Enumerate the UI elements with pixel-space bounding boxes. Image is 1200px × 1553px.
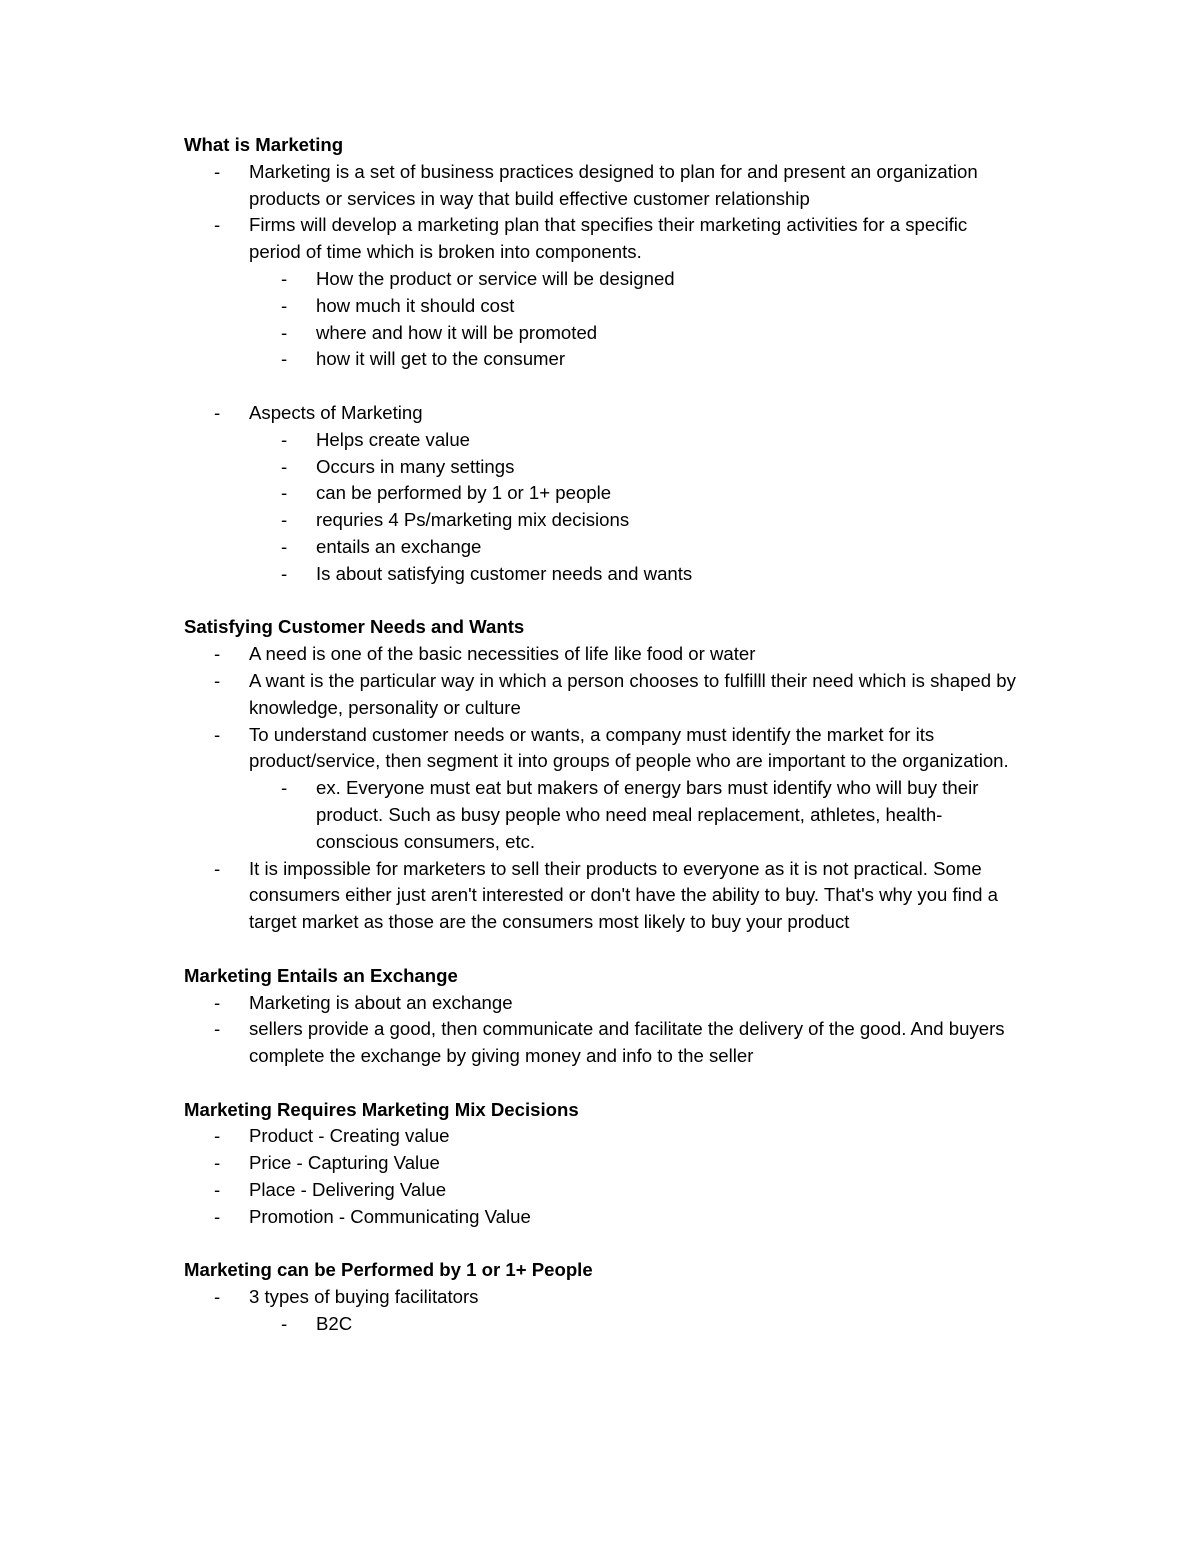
section-heading: Marketing Entails an Exchange — [184, 964, 458, 986]
bullet-dash: - — [214, 1152, 221, 1174]
blank-line — [184, 1070, 1024, 1097]
list-item — [184, 1123, 1024, 1150]
sub-list-item — [249, 454, 1024, 481]
list-item-text: It is impossible for marketers to sell their products to everyone as it is not practical. Some consumers either just aren't interested or don't have the ability to buy. That's why you find a target market as those are the consumers most likely to buy your product — [249, 857, 998, 933]
list-item-text: Marketing is about an exchange — [249, 991, 513, 1013]
bullet-dash: - — [214, 1205, 221, 1227]
list-item — [184, 856, 1024, 936]
blank-line — [184, 1231, 1024, 1258]
sub-list-item — [249, 561, 1024, 588]
section-heading: What is Marketing — [184, 134, 344, 155]
sub-list-item-text: B2C — [316, 1313, 353, 1335]
bullet-dash: - — [214, 401, 221, 423]
bullet-dash: - — [214, 1125, 221, 1147]
list-item — [184, 1204, 1024, 1231]
document-body — [184, 132, 1024, 1338]
bullet-dash: - — [214, 723, 221, 745]
list-item-text: Firms will develop a marketing plan that specifies their marketing activities for a specific period of time which is broken into components. — [249, 214, 968, 263]
list-item — [184, 1150, 1024, 1177]
list-item-text: A want is the particular way in which a person chooses to fulfilll their need which is shaped by knowledge, personality or culture — [249, 669, 1016, 718]
bullet-dash: - — [281, 455, 288, 477]
sub-list-item-text: where and how it will be promoted — [316, 321, 598, 343]
sub-list-item-text: requries 4 Ps/marketing mix decisions — [316, 509, 630, 531]
list-item-text: To understand customer needs or wants, a company must identify the market for its product/service, then segment it into groups of people who are important to the organization. — [249, 723, 1009, 772]
bullet-list — [184, 990, 1024, 1070]
bullet-dash: - — [281, 321, 288, 343]
bullet-dash: - — [214, 669, 221, 691]
list-item-text: Marketing is a set of business practices designed to plan for and present an organization products or services in way that build effective customer relationship — [249, 160, 978, 209]
sub-list-item — [249, 266, 1024, 293]
bullet-dash: - — [214, 1286, 221, 1308]
sub-list-item-text: can be performed by 1 or 1+ people — [316, 482, 612, 504]
bullet-list — [184, 1284, 1024, 1338]
bullet-dash: - — [281, 535, 288, 557]
bullet-list — [184, 1123, 1024, 1230]
sub-list-item — [249, 320, 1024, 347]
section-heading: Satisfying Customer Needs and Wants — [184, 616, 525, 638]
bullet-dash: - — [214, 214, 221, 236]
sub-list-item-text: how much it should cost — [316, 294, 515, 316]
sub-list-item — [249, 534, 1024, 561]
sub-list-item — [249, 1311, 1024, 1338]
bullet-dash: - — [214, 1179, 221, 1201]
sub-list-item-text: Occurs in many settings — [316, 455, 515, 477]
blank-line — [184, 588, 1024, 615]
bullet-dash: - — [214, 160, 221, 182]
section-heading: Marketing Requires Marketing Mix Decisions — [184, 1098, 579, 1120]
sub-list-item — [249, 507, 1024, 534]
bullet-list — [184, 400, 1024, 588]
sub-list-item-text: Is about satisfying customer needs and wants — [316, 562, 693, 584]
list-item-text: Aspects of Marketing — [249, 401, 423, 423]
bullet-dash: - — [281, 509, 288, 531]
list-item — [184, 1177, 1024, 1204]
list-item-text: Place - Delivering Value — [249, 1179, 447, 1201]
sub-list-item-text: Helps create value — [316, 428, 470, 450]
bullet-dash: - — [281, 267, 288, 289]
sub-list-item-text: How the product or service will be designed — [316, 267, 675, 289]
sub-list-item-text: how it will get to the consumer — [316, 348, 566, 370]
bullet-dash: - — [281, 482, 288, 504]
sub-list-item-text: ex. Everyone must eat but makers of energy bars must identify who will buy their product. Such as busy people who need meal replacement, athletes, health-conscious consumers, etc. — [316, 777, 979, 852]
bullet-dash: - — [281, 1313, 288, 1335]
bullet-dash: - — [214, 857, 221, 879]
bullet-dash: - — [281, 348, 288, 370]
sub-list-item — [249, 480, 1024, 507]
sub-list-item — [249, 346, 1024, 373]
blank-line — [184, 373, 1024, 400]
blank-line — [184, 936, 1024, 963]
bullet-dash: - — [281, 294, 288, 316]
sub-bullet-list — [249, 775, 1024, 855]
bullet-dash: - — [214, 1018, 221, 1040]
list-item — [184, 641, 1024, 668]
list-item-text: sellers provide a good, then communicate and facilitate the delivery of the good. And buyers complete the exchange by giving money and info to the seller — [249, 1018, 1005, 1067]
bullet-dash: - — [214, 991, 221, 1013]
list-item — [184, 400, 1024, 588]
sub-list-item — [249, 293, 1024, 320]
list-item — [184, 668, 1024, 722]
list-item — [184, 990, 1024, 1017]
list-item-text: A need is one of the basic necessities of life like food or water — [249, 643, 756, 665]
list-item-text: Promotion - Communicating Value — [249, 1205, 531, 1227]
list-item-text: Product - Creating value — [249, 1125, 450, 1147]
section-heading: Marketing can be Performed by 1 or 1+ People — [184, 1259, 593, 1281]
bullet-dash: - — [214, 643, 221, 665]
list-item — [184, 1284, 1024, 1338]
bullet-dash: - — [281, 428, 288, 450]
sub-list-item-text: entails an exchange — [316, 535, 482, 557]
sub-list-item — [249, 427, 1024, 454]
list-item — [184, 722, 1024, 856]
bullet-dash: - — [281, 777, 288, 799]
bullet-list — [184, 641, 1024, 936]
list-item — [184, 159, 1024, 213]
sub-bullet-list — [249, 427, 1024, 588]
list-item — [184, 1016, 1024, 1070]
list-item-text: 3 types of buying facilitators — [249, 1286, 479, 1308]
bullet-dash: - — [281, 562, 288, 584]
sub-list-item — [249, 775, 1024, 855]
sub-bullet-list — [249, 1311, 1024, 1338]
bullet-list — [184, 159, 1024, 373]
list-item — [184, 212, 1024, 373]
sub-bullet-list — [249, 266, 1024, 373]
list-item-text: Price - Capturing Value — [249, 1152, 440, 1174]
